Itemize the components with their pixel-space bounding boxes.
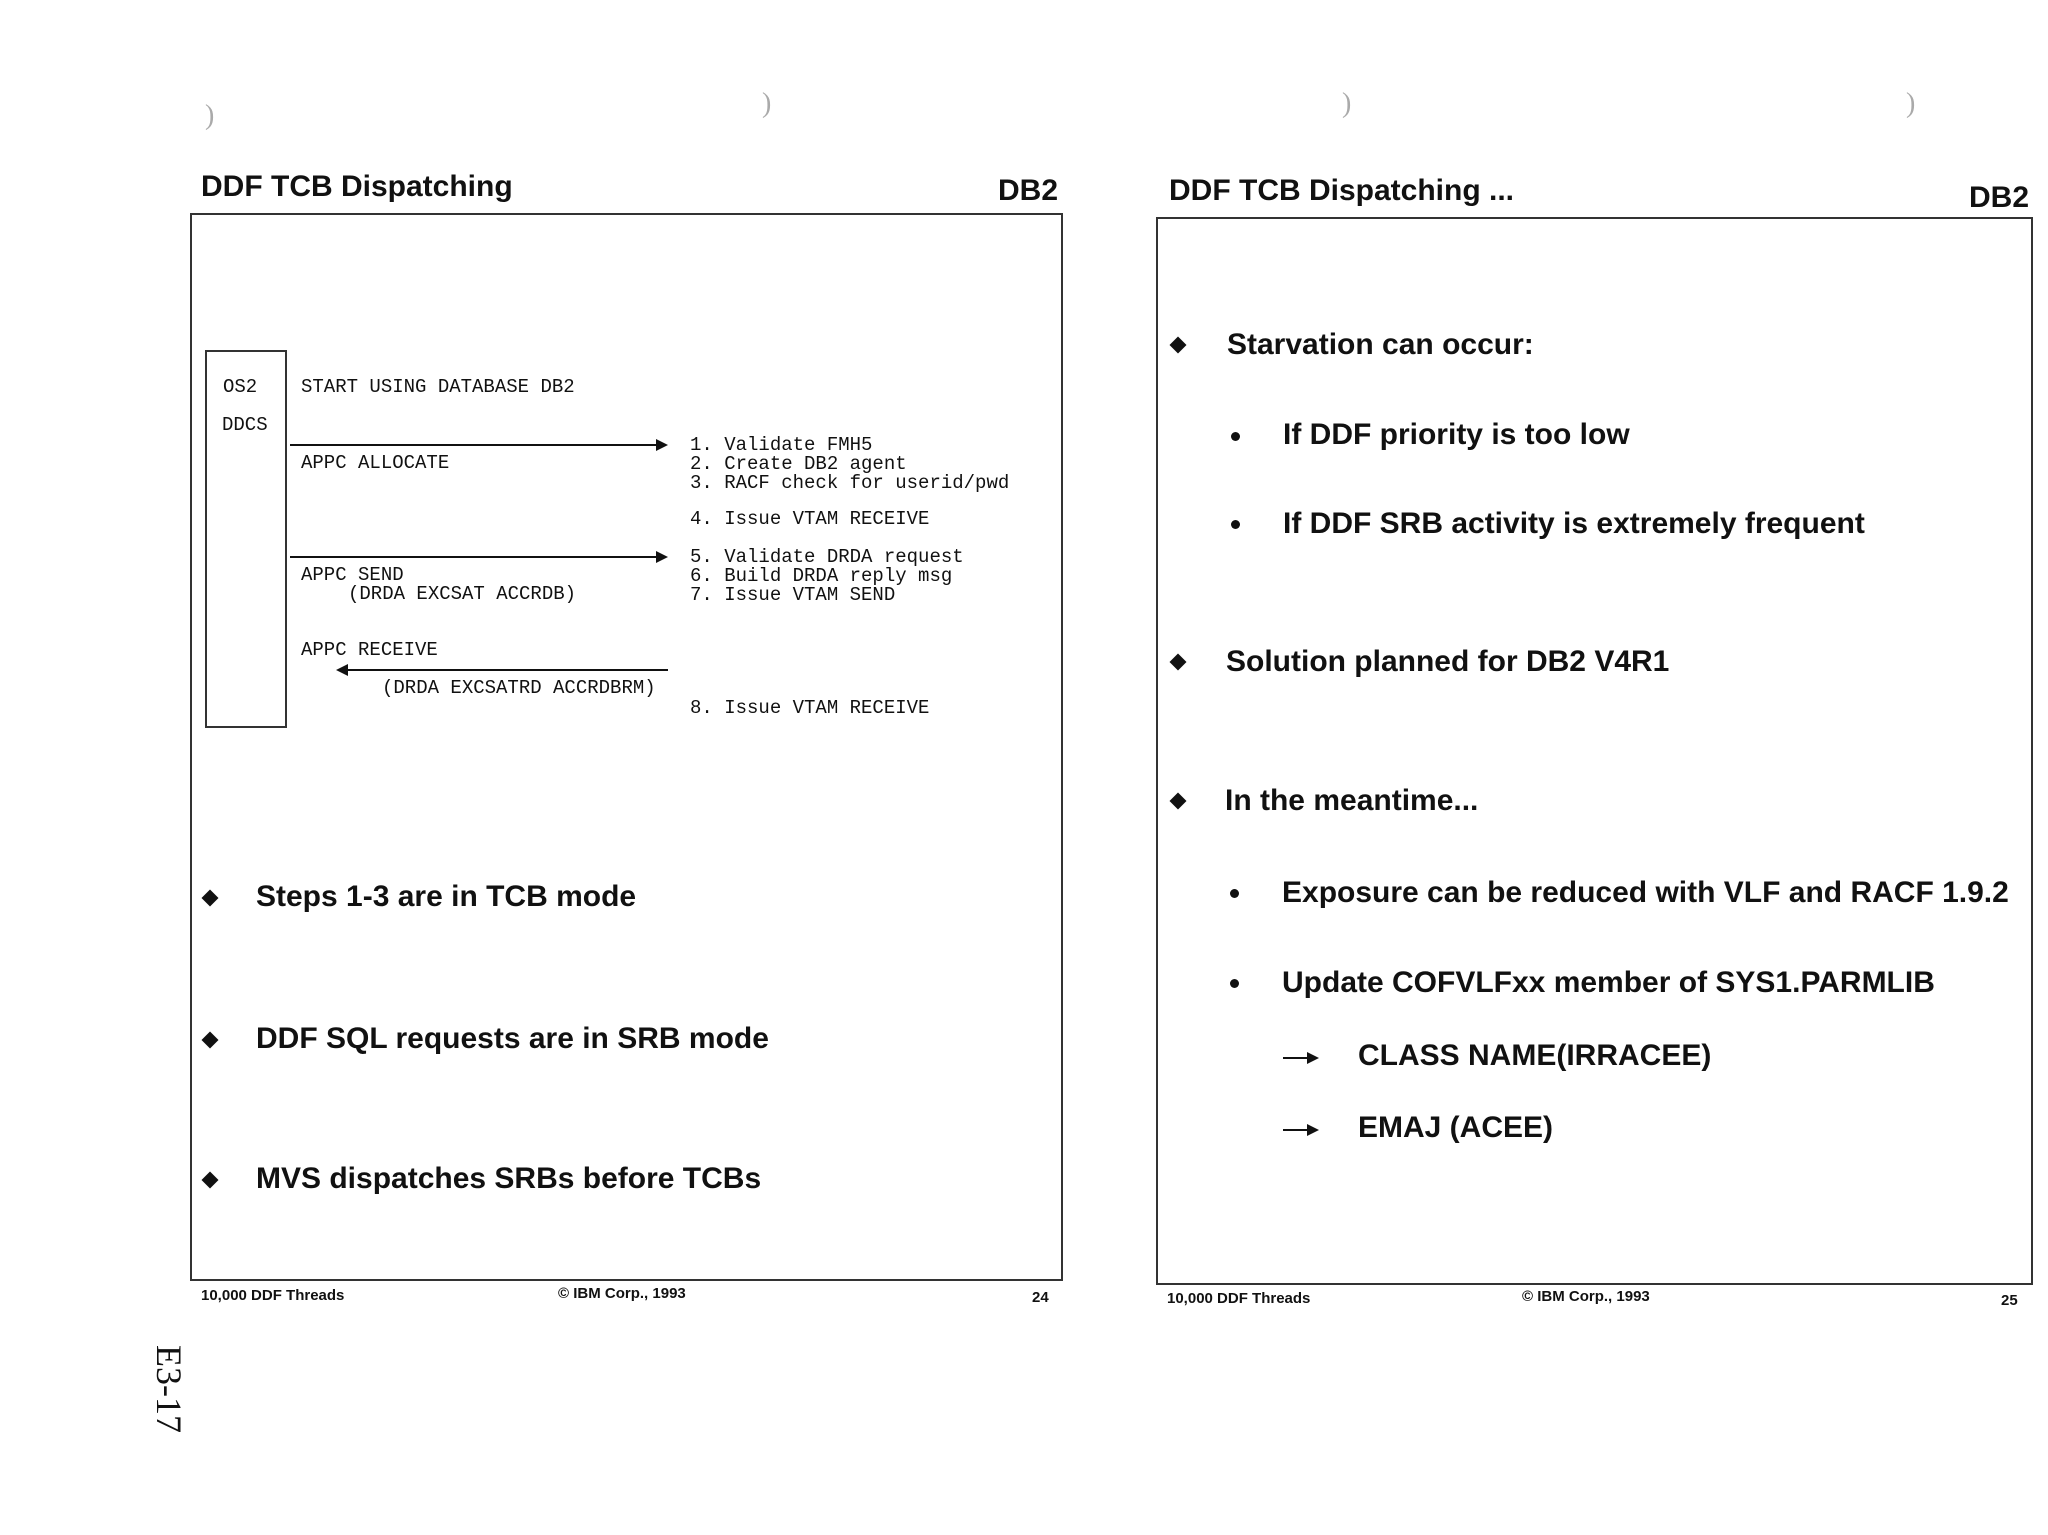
- right-bullet-1: Starvation can occur:: [1227, 328, 1534, 361]
- dot-bullet-icon: [1231, 432, 1240, 441]
- right-slide-frame: [1156, 217, 2033, 1285]
- step-4: 4. Issue VTAM RECEIVE: [690, 508, 930, 530]
- page-label: E3-17: [149, 1345, 189, 1433]
- step-7: 7. Issue VTAM SEND: [690, 584, 896, 606]
- receive-drda-params: (DRDA EXCSATRD ACCRDBRM): [382, 677, 656, 699]
- allocate-arrow-line: [290, 444, 658, 446]
- left-slide-tag: DB2: [998, 174, 1059, 207]
- appc-receive: APPC RECEIVE: [301, 639, 438, 661]
- binder-mark-3: ): [1342, 88, 1352, 119]
- ddcs-label: DDCS: [222, 414, 268, 436]
- left-bullet-2: DDF SQL requests are in SRB mode: [256, 1022, 769, 1055]
- arrow-right-icon-head: [1307, 1124, 1319, 1136]
- send-arrow-head: [656, 551, 668, 563]
- right-slide-tag: DB2: [1969, 181, 2030, 214]
- step-5: 5. Validate DRDA request: [690, 546, 964, 568]
- right-bullet-3: In the meantime...: [1225, 784, 1479, 817]
- left-slide-frame: [190, 213, 1063, 1281]
- left-bullet-3: MVS dispatches SRBs before TCBs: [256, 1162, 762, 1195]
- step-2: 2. Create DB2 agent: [690, 453, 907, 475]
- send-drda-params: (DRDA EXCSAT ACCRDB): [348, 583, 577, 605]
- left-slide-title: DDF TCB Dispatching: [201, 170, 513, 203]
- arrow-right-icon: [1283, 1129, 1309, 1131]
- appc-allocate: APPC ALLOCATE: [301, 452, 450, 474]
- binder-mark-2: ): [762, 88, 772, 119]
- os2-ddcs-box: [205, 350, 287, 728]
- step-6: 6. Build DRDA reply msg: [690, 565, 953, 587]
- right-footer-title: 10,000 DDF Threads: [1167, 1290, 1311, 1307]
- receive-arrow-line: [346, 669, 668, 671]
- right-footer-copyright: © IBM Corp., 1993: [1522, 1288, 1650, 1305]
- arrow-right-icon-head: [1307, 1052, 1319, 1064]
- dot-bullet-icon: [1231, 520, 1240, 529]
- left-footer-title: 10,000 DDF Threads: [201, 1287, 345, 1304]
- step-8: 8. Issue VTAM RECEIVE: [690, 697, 930, 719]
- left-footer-page: 24: [1032, 1289, 1049, 1306]
- left-bullet-1: Steps 1-3 are in TCB mode: [256, 880, 637, 913]
- binder-mark-1: ): [205, 100, 215, 131]
- right-sub-3: Exposure can be reduced with VLF and RACF 1.9.2: [1282, 876, 2009, 909]
- right-sub-4: Update COFVLFxx member of SYS1.PARMLIB: [1282, 966, 1935, 999]
- start-using-database: START USING DATABASE DB2: [301, 376, 575, 398]
- arrow-item-1: CLASS NAME(IRRACEE): [1358, 1039, 1712, 1072]
- os2-label: OS2: [223, 376, 258, 398]
- right-footer-page: 25: [2001, 1292, 2018, 1309]
- appc-send: APPC SEND: [301, 564, 404, 586]
- binder-mark-4: ): [1906, 88, 1916, 119]
- step-1: 1. Validate FMH5: [690, 434, 873, 456]
- send-arrow-line: [290, 556, 658, 558]
- left-footer-copyright: © IBM Corp., 1993: [558, 1285, 686, 1302]
- right-slide-title: DDF TCB Dispatching ...: [1169, 174, 1514, 207]
- right-sub-1: If DDF priority is too low: [1283, 418, 1630, 451]
- arrow-right-icon: [1283, 1057, 1309, 1059]
- allocate-arrow-head: [656, 439, 668, 451]
- right-sub-2: If DDF SRB activity is extremely frequent: [1283, 507, 1865, 540]
- dot-bullet-icon: [1230, 889, 1239, 898]
- arrow-item-2: EMAJ (ACEE): [1358, 1111, 1554, 1144]
- right-bullet-2: Solution planned for DB2 V4R1: [1226, 645, 1670, 678]
- step-3: 3. RACF check for userid/pwd: [690, 472, 1010, 494]
- dot-bullet-icon: [1230, 979, 1239, 988]
